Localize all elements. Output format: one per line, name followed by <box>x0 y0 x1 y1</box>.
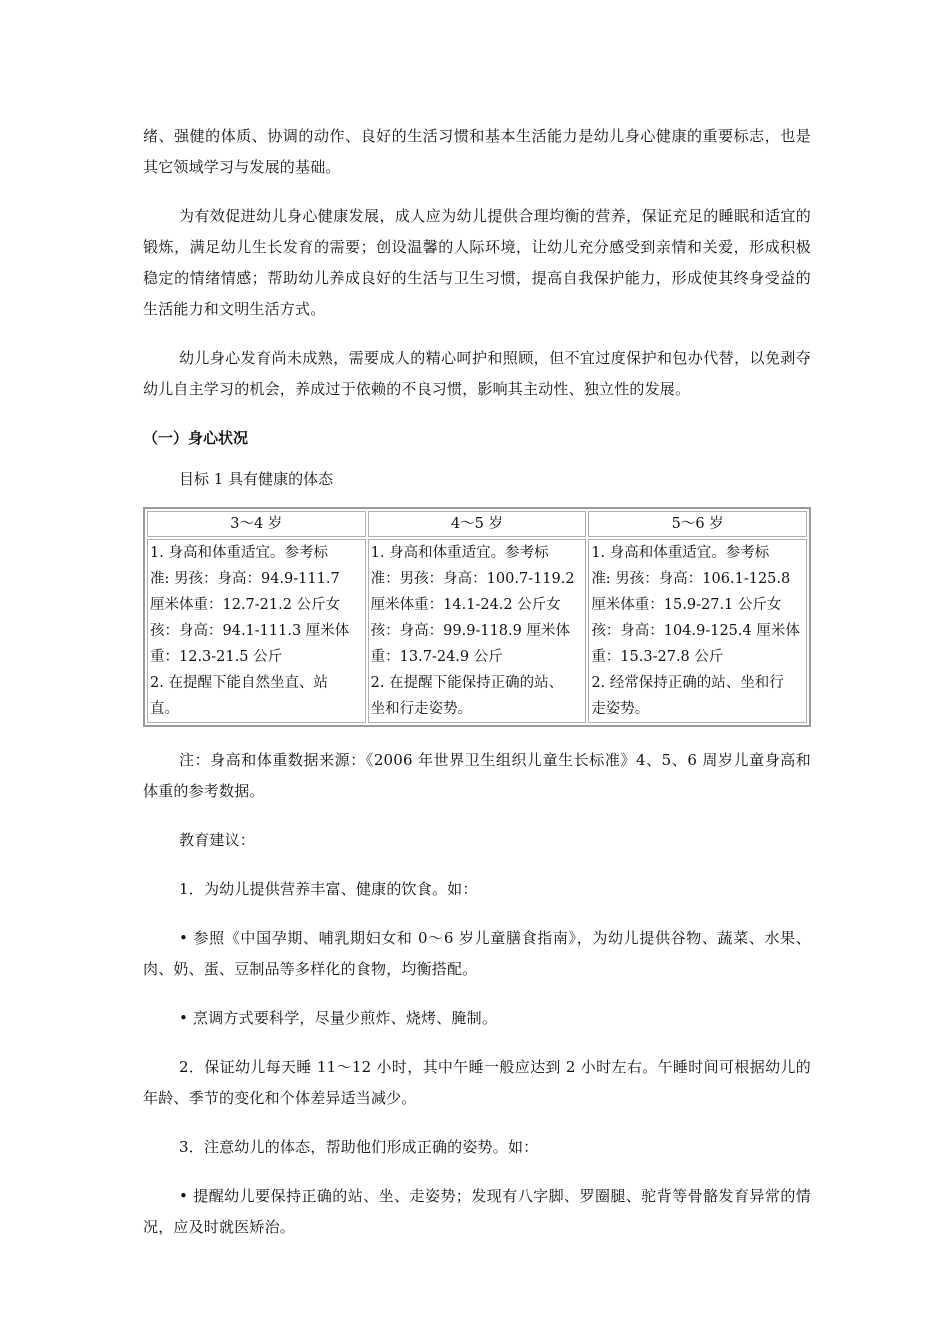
data-source-note: 注：身高和体重数据来源：《2006 年世界卫生组织儿童生长标准》4、5、6 周岁儿童身高和体重的参考数据。 <box>143 751 811 800</box>
paragraph-no-overprotection: 幼儿身心发育尚未成熟，需要成人的精心呵护和照顾，但不宜过度保护和包办代替，以免剥夺幼儿自主学习的机会，养成过于依赖的不良习惯，影响其主动性、独立性的发展。 <box>143 349 811 398</box>
cell-age-5-6 <box>588 539 807 723</box>
cell-line: 2. 经常保持正确的站、坐和行 <box>591 675 784 691</box>
cell-line: 厘米体重：15.9-27.1 公斤女 <box>591 597 782 613</box>
cell-line: 重：12.3-21.5 公斤 <box>150 649 283 665</box>
advice-title: 教育建议： <box>179 831 256 849</box>
cell-line: 厘米体重：12.7-21.2 公斤女 <box>150 597 341 613</box>
advice-item-1: 1．为幼儿提供营养丰富、健康的饮食。如： <box>179 880 478 898</box>
header-age-4-5: 4～5 岁 <box>368 511 587 537</box>
table-row <box>147 539 807 723</box>
paragraph-intro-continued: 绪、强健的体质、协调的动作、良好的生活习惯和基本生活能力是幼儿身心健康的重要标志，也是其它领域学习与发展的基础。 <box>143 127 811 176</box>
cell-line: 直。 <box>150 701 179 717</box>
paragraph-adult-support: 为有效促进幼儿身心健康发展，成人应为幼儿提供合理均衡的营养，保证充足的睡眠和适宜的锻炼，满足幼儿生长发育的需要；创设温馨的人际环境，让幼儿充分感受到亲情和关爱，形成积极稳定的情绪情感；帮助幼儿养成良好的生活与卫生习惯，提高自我保护能力，形成使其终身受益的生活能力和文明生活方式。 <box>143 207 811 318</box>
table-header-row <box>147 511 807 537</box>
cell-line: 孩：身高：104.9-125.4 厘米体 <box>591 623 800 639</box>
advice-bullet-cooking: • 烹调方式要科学，尽量少煎炸、烧烤、腌制。 <box>179 1009 498 1027</box>
cell-line: 2. 在提醒下能保持正确的站、 <box>370 675 564 691</box>
cell-line: 2. 在提醒下能自然坐直、站 <box>150 675 328 691</box>
document-page <box>143 121 811 1261</box>
cell-line: 1. 身高和体重适宜。参考标 <box>370 545 549 561</box>
cell-line: 1. 身高和体重适宜。参考标 <box>591 545 770 561</box>
goal-title: 目标 1 具有健康的体态 <box>179 470 334 488</box>
cell-line: 准: 男孩：身高：106.1-125.8 <box>591 571 791 587</box>
cell-line: 准：男孩：身高：100.7-119.2 <box>370 571 575 587</box>
advice-item-2: 2．保证幼儿每天睡 11～12 小时，其中午睡一般应达到 2 小时左右。午睡时间可根据幼儿的年龄、季节的变化和个体差异适当减少。 <box>143 1058 811 1107</box>
cell-line: 孩：身高：94.1-111.3 厘米体 <box>150 623 350 639</box>
section-heading: （一）身心状况 <box>143 429 249 447</box>
advice-item-3: 3．注意幼儿的体态，帮助他们形成正确的姿势。如： <box>179 1138 539 1156</box>
advice-bullet-diet-guide: • 参照《中国孕期、哺乳期妇女和 0～6 岁儿童膳食指南》，为幼儿提供谷物、蔬菜、水果、肉、奶、蛋、豆制品等多样化的食物，均衡搭配。 <box>143 929 811 978</box>
cell-line: 孩：身高：99.9-118.9 厘米体 <box>370 623 570 639</box>
header-age-5-6: 5～6 岁 <box>588 511 807 537</box>
cell-line: 1. 身高和体重适宜。参考标 <box>150 545 328 561</box>
header-age-3-4: 3～4 岁 <box>147 511 366 537</box>
cell-age-4-5 <box>368 539 587 723</box>
cell-age-3-4 <box>147 539 366 723</box>
cell-line: 坐和行走姿势。 <box>370 701 473 717</box>
cell-line: 走姿势。 <box>591 701 650 717</box>
cell-line: 准: 男孩：身高：94.9-111.7 <box>150 571 340 587</box>
advice-bullet-posture: • 提醒幼儿要保持正确的站、坐、走姿势；发现有八字脚、罗圈腿、驼背等骨骼发育异常的情况，应及时就医矫治。 <box>143 1187 811 1236</box>
age-targets-table <box>143 507 811 727</box>
cell-line: 重：15.3-27.8 公斤 <box>591 649 724 665</box>
cell-line: 厘米体重：14.1-24.2 公斤女 <box>370 597 561 613</box>
cell-line: 重：13.7-24.9 公斤 <box>370 649 503 665</box>
